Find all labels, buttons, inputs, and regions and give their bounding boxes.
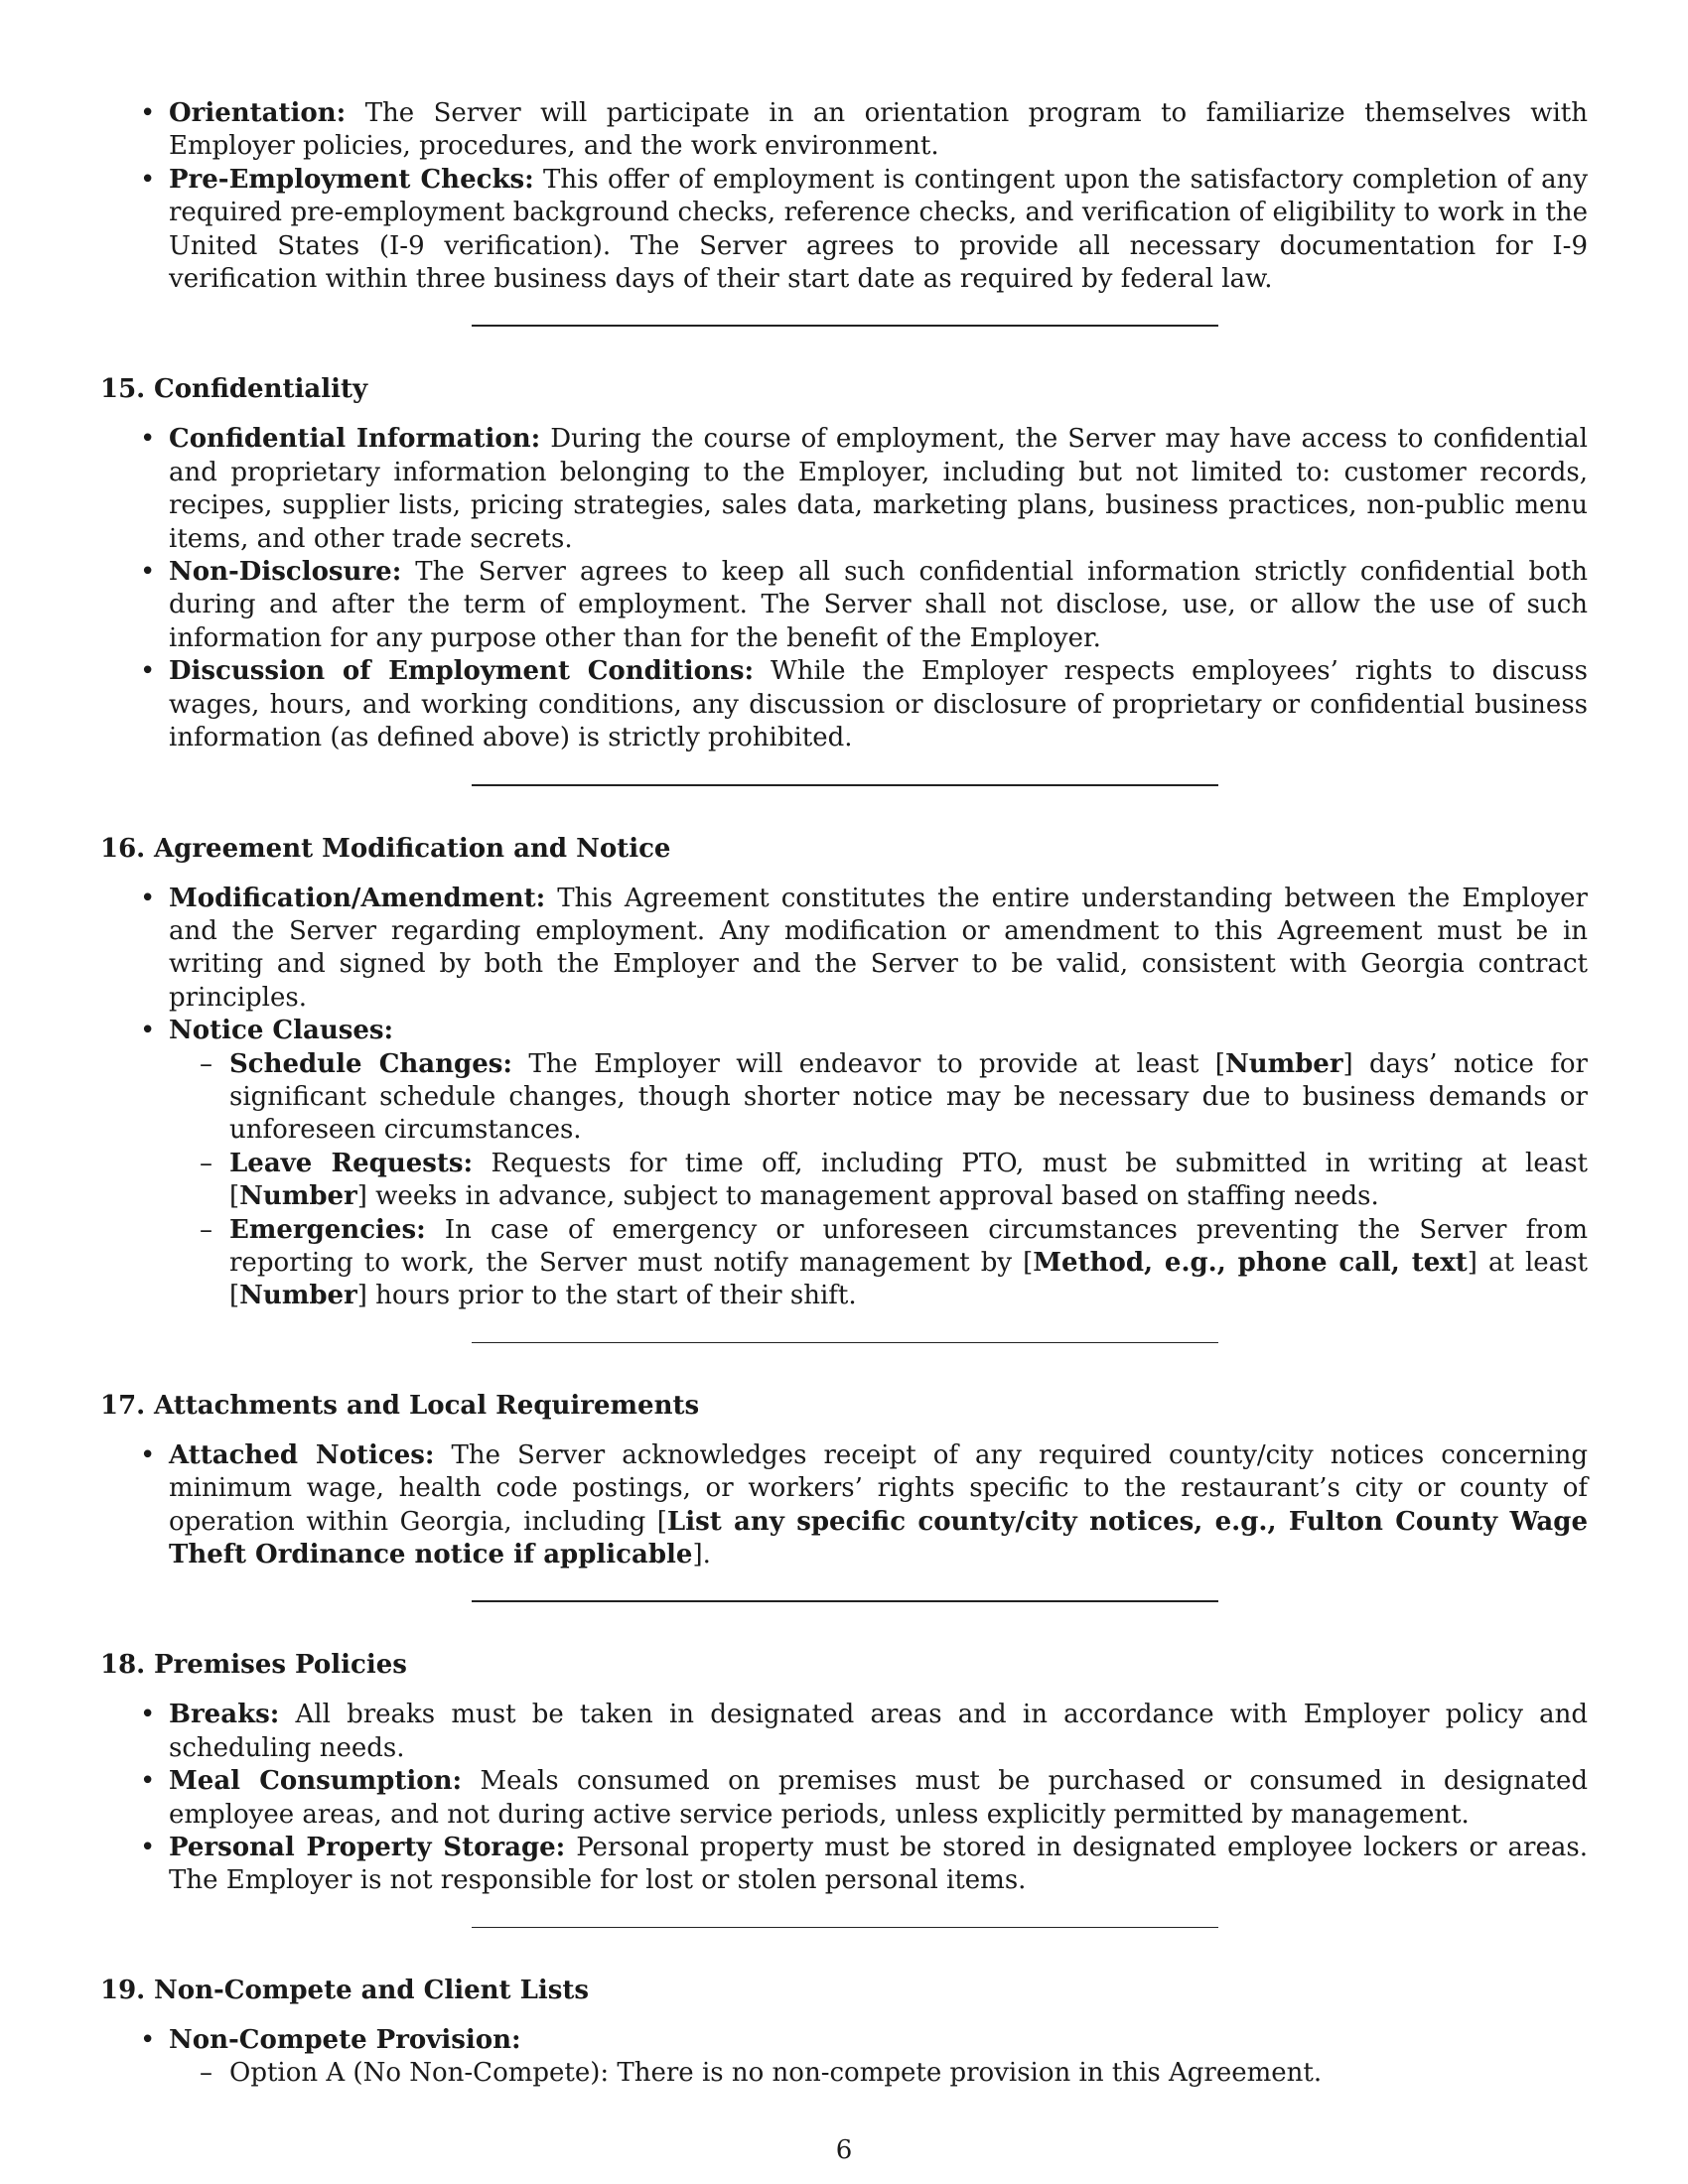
- leave-requests-item: [229, 1148, 1588, 1214]
- item-text: ] at least [: [229, 1247, 1588, 1311]
- bullet-text: ].: [692, 1540, 711, 1570]
- bullet-text: This offer of employment is contingent upon the satisfactory completion of any required pre-employment background checks, reference checks, and verification of eligibility to work in the United States (I-9 verification). The Server agrees to provide all necessary documentation for I-9 verification within three business days of their start date as required by federal law.: [169, 164, 1589, 295]
- section-number: 16.: [100, 833, 146, 864]
- orientation-bullet: [169, 97, 1588, 164]
- option-a-item: – Option A (No Non-Compete): There is no non-compete provision in this Agreement.: [229, 2057, 1588, 2090]
- section-divider: [472, 1927, 1218, 1928]
- bullet-label: Notice Clauses:: [169, 1016, 394, 1046]
- modification-amendment-bullet: [169, 883, 1588, 1016]
- section-title: Attachments and Local Requirements: [154, 1390, 700, 1421]
- section-divider: [472, 1600, 1218, 1602]
- bullet-label: Pre-Employment Checks:: [169, 164, 534, 195]
- section-15-heading: [100, 372, 1588, 406]
- section-15-bullet-list: [100, 423, 1588, 754]
- item-label: Leave Requests:: [229, 1148, 474, 1178]
- bullet-text: During the course of employment, the Server may have access to confidential and proprietary information belonging to the Employer, including but not limited to: customer records, recipes, supplier lists, pricing strategies, sales data, marketing plans, business practices, non-public menu items, and other trade secrets.: [169, 424, 1588, 554]
- notice-clauses-bullet: [169, 1015, 1588, 1313]
- bullet-label: Meal Consumption:: [169, 1766, 463, 1797]
- item-label: Schedule Changes:: [229, 1048, 512, 1079]
- placeholder-field: Number: [239, 1281, 357, 1311]
- section-number: 18.: [100, 1650, 146, 1681]
- bullet-label: Orientation:: [169, 98, 347, 128]
- section-divider: [472, 1342, 1218, 1343]
- non-disclosure-bullet: [169, 556, 1588, 655]
- placeholder-field: List any specific county/city notices, e.g., Fulton County Wage Theft Ordinance notice if applicable: [169, 1506, 1588, 1570]
- bullet-label: Attached Notices:: [169, 1439, 435, 1470]
- section-17-bullet-list: [100, 1439, 1588, 1572]
- placeholder-field: Number: [239, 1181, 357, 1212]
- meal-consumption-bullet: [169, 1765, 1588, 1832]
- section-divider: [472, 784, 1218, 786]
- bullet-label: Non-Compete Provision:: [169, 2024, 521, 2055]
- section-16-bullet-list: [100, 883, 1588, 1313]
- section-number: 19.: [100, 1975, 146, 2005]
- breaks-bullet: [169, 1699, 1588, 1765]
- bullet-text: The Server agrees to keep all such confidential information strictly confidential both during and after the term of employment. The Server shall not disclose, use, or allow the use of such information for any purpose other than for the benefit of the Employer.: [169, 557, 1588, 653]
- section-number: 17.: [100, 1390, 146, 1421]
- bullet-text: While the Employer respects employees’ rights to discuss wages, hours, and working conditions, any discussion or disclosure of proprietary or confidential business information (as defined above) is strictly prohibited.: [169, 656, 1588, 753]
- bullet-label: Modification/Amendment:: [169, 883, 546, 913]
- section-title: Agreement Modification and Notice: [154, 833, 671, 864]
- bullet-text: All breaks must be taken in designated areas and in accordance with Employer policy and scheduling needs.: [169, 1700, 1588, 1763]
- notice-clauses-sublist: [169, 1048, 1588, 1313]
- bullet-label: Non-Disclosure:: [169, 557, 402, 588]
- attached-notices-bullet: [169, 1439, 1588, 1572]
- section-18-bullet-list: [100, 1699, 1588, 1897]
- confidential-information-bullet: [169, 423, 1588, 556]
- bullet-text: Meals consumed on premises must be purchased or consumed in designated employee areas, and not during active service periods, unless explicitly permitted by management.: [169, 1766, 1588, 1830]
- item-label: Emergencies:: [229, 1214, 426, 1245]
- section-title: Non-Compete and Client Lists: [154, 1975, 590, 2005]
- section-19-heading: [100, 1974, 1588, 2007]
- placeholder-field: Number: [1224, 1048, 1343, 1079]
- item-text: In case of emergency or unforeseen circumstances preventing the Server from reporting to work, the Server must notify management by [: [229, 1214, 1588, 1278]
- discussion-of-employment-conditions-bullet: [169, 655, 1588, 754]
- bullet-label: Personal Property Storage:: [169, 1833, 566, 1863]
- bullet-text: The Server will participate in an orientation program to familiarize themselves with Employer policies, procedures, and the work environment.: [169, 98, 1588, 162]
- intro-bullet-list: [100, 97, 1588, 296]
- section-divider: [472, 325, 1218, 327]
- schedule-changes-item: [229, 1048, 1588, 1148]
- bullet-label: Discussion of Employment Conditions:: [169, 656, 755, 687]
- non-compete-sublist: [169, 2057, 1588, 2090]
- page-number: 6: [835, 2135, 853, 2165]
- bullet-text: Personal property must be stored in designated employee lockers or areas. The Employer is not responsible for lost or stolen personal items.: [169, 1833, 1588, 1896]
- item-text: ] hours prior to the start of their shift.: [356, 1281, 857, 1311]
- section-16-heading: [100, 832, 1588, 866]
- placeholder-field: Method, e.g., phone call, text: [1033, 1247, 1468, 1278]
- section-19-bullet-list: [100, 2024, 1588, 2091]
- emergencies-item: [229, 1214, 1588, 1313]
- item-text: Requests for time off, including PTO, must be submitted in writing at least [: [229, 1148, 1588, 1212]
- item-text: The Employer will endeavor to provide at least [: [512, 1048, 1225, 1079]
- section-18-heading: [100, 1648, 1588, 1682]
- bullet-label: Breaks:: [169, 1700, 280, 1730]
- non-compete-provision-bullet: [169, 2024, 1588, 2091]
- item-text: ] weeks in advance, subject to management approval based on staffing needs.: [356, 1181, 1379, 1212]
- section-17-heading: [100, 1389, 1588, 1423]
- section-number: 15.: [100, 374, 146, 405]
- section-title: Premises Policies: [154, 1650, 407, 1681]
- pre-employment-checks-bullet: [169, 164, 1588, 297]
- personal-property-storage-bullet: [169, 1832, 1588, 1898]
- section-title: Confidentiality: [154, 374, 368, 405]
- bullet-text: The Server acknowledges receipt of any required county/city notices concerning minimum wage, health code postings, or workers’ rights specific to the restaurant’s city or county of operation within Georgia, including [: [169, 1439, 1588, 1537]
- item-text: ] days’ notice for significant schedule changes, though shorter notice may be necessary due to business demands or unforeseen circumstances.: [229, 1048, 1588, 1146]
- bullet-text: This Agreement constitutes the entire understanding between the Employer and the Server regarding employment. Any modification or amendment to this Agreement must be in writing and signed by both the Employer and the Server to be valid, consistent with Georgia contract principles.: [169, 883, 1588, 1013]
- bullet-label: Confidential Information:: [169, 424, 541, 455]
